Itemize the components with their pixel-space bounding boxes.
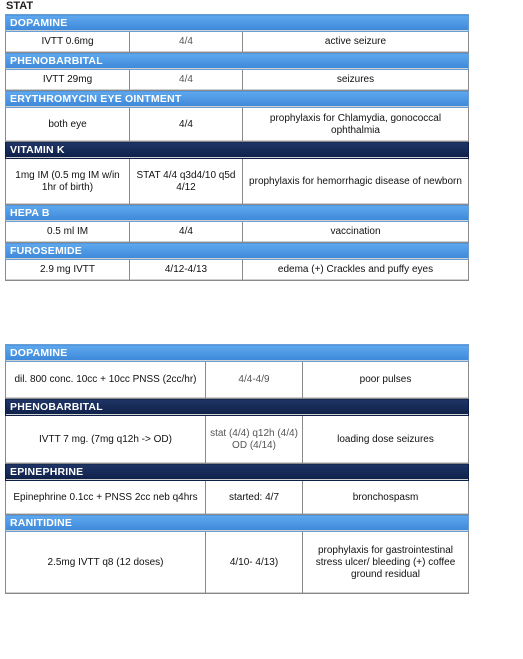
schedule-cell: 4/10- 4/13)	[206, 532, 303, 594]
indication-cell: vaccination	[243, 222, 469, 243]
drug-header-row	[6, 515, 469, 532]
drug-name: FUROSEMIDE	[6, 243, 469, 260]
drug-header-row	[6, 91, 469, 108]
dose-cell: Epinephrine 0.1cc + PNSS 2cc neb q4hrs	[6, 481, 206, 515]
indication-cell: prophylaxis for gastrointestinal stress ulcer/ bleeding (+) coffee ground residual	[303, 532, 469, 594]
drug-detail-row	[6, 70, 469, 91]
schedule-cell: started: 4/7	[206, 481, 303, 515]
schedule-cell: 4/4	[130, 32, 243, 53]
stat-label: STAT	[6, 0, 34, 12]
drug-header-row	[6, 142, 469, 159]
indication-cell: active seizure	[243, 32, 469, 53]
schedule-cell: 4/4	[130, 222, 243, 243]
drug-detail-row	[6, 532, 469, 594]
drug-name: DOPAMINE	[6, 15, 469, 32]
drug-name: PHENOBARBITAL	[6, 399, 469, 416]
drug-detail-row	[6, 222, 469, 243]
dose-cell: dil. 800 conc. 10cc + 10cc PNSS (2cc/hr)	[6, 362, 206, 399]
drug-detail-row	[6, 362, 469, 399]
indication-cell: poor pulses	[303, 362, 469, 399]
schedule-cell: 4/4-4/9	[206, 362, 303, 399]
medication-table-2	[5, 344, 469, 594]
drug-name: EPINEPHRINE	[6, 464, 469, 481]
drug-name: ERYTHROMYCIN EYE OINTMENT	[6, 91, 469, 108]
drug-header-row	[6, 205, 469, 222]
drug-header-row	[6, 53, 469, 70]
drug-header-row	[6, 464, 469, 481]
indication-cell: bronchospasm	[303, 481, 469, 515]
medication-table-1	[5, 14, 469, 281]
indication-cell: prophylaxis for Chlamydia, gonococcal ophthalmia	[243, 108, 469, 142]
indication-cell: edema (+) Crackles and puffy eyes	[243, 260, 469, 281]
drug-detail-row	[6, 260, 469, 281]
drug-header-row	[6, 15, 469, 32]
schedule-cell: STAT 4/4 q3d4/10 q5d 4/12	[130, 159, 243, 205]
dose-cell: IVTT 29mg	[6, 70, 130, 91]
drug-header-row	[6, 345, 469, 362]
schedule-cell: stat (4/4) q12h (4/4) OD (4/14)	[206, 416, 303, 464]
dose-cell: 2.5mg IVTT q8 (12 doses)	[6, 532, 206, 594]
indication-cell: seizures	[243, 70, 469, 91]
indication-cell: prophylaxis for hemorrhagic disease of newborn	[243, 159, 469, 205]
drug-detail-row	[6, 416, 469, 464]
dose-cell: both eye	[6, 108, 130, 142]
drug-header-row	[6, 243, 469, 260]
drug-name: DOPAMINE	[6, 345, 469, 362]
drug-detail-row	[6, 159, 469, 205]
drug-header-row	[6, 399, 469, 416]
dose-cell: IVTT 0.6mg	[6, 32, 130, 53]
dose-cell: IVTT 7 mg. (7mg q12h -> OD)	[6, 416, 206, 464]
indication-cell: loading dose seizures	[303, 416, 469, 464]
dose-cell: 0.5 ml IM	[6, 222, 130, 243]
drug-detail-row	[6, 481, 469, 515]
schedule-cell: 4/12-4/13	[130, 260, 243, 281]
schedule-cell: 4/4	[130, 108, 243, 142]
drug-name: PHENOBARBITAL	[6, 53, 469, 70]
schedule-cell: 4/4	[130, 70, 243, 91]
drug-name: RANITIDINE	[6, 515, 469, 532]
drug-name: HEPA B	[6, 205, 469, 222]
drug-name: VITAMIN K	[6, 142, 469, 159]
dose-cell: 2.9 mg IVTT	[6, 260, 130, 281]
dose-cell: 1mg IM (0.5 mg IM w/in 1hr of birth)	[6, 159, 130, 205]
drug-detail-row	[6, 32, 469, 53]
drug-detail-row	[6, 108, 469, 142]
